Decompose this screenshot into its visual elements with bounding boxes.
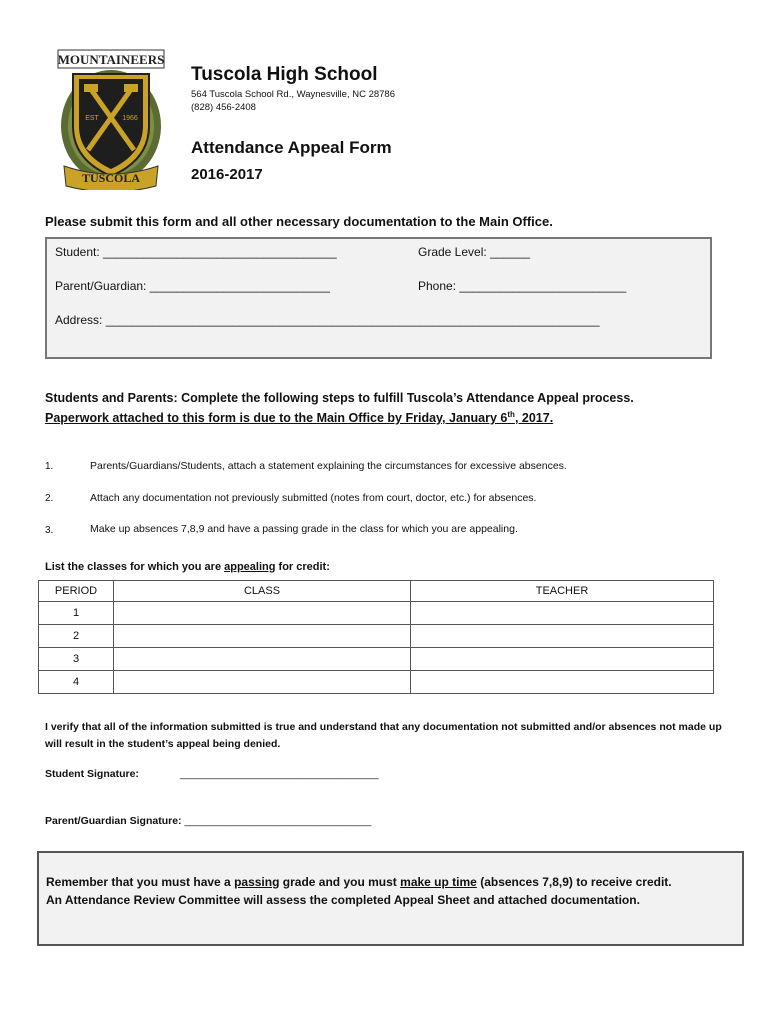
submit-instruction: Please submit this form and all other necessary documentation to the Main Office. [45, 214, 553, 229]
phone-label: Phone: [418, 279, 457, 293]
form-year: 2016-2017 [191, 166, 263, 183]
classes-list-label [45, 561, 330, 573]
classes-label-suffix: for credit: [278, 561, 330, 573]
class-cell[interactable] [114, 625, 411, 648]
verification-statement: I verify that all of the information submitted is true and understand that any documentation not submitted and/or absences not made up will result in the student’s appeal being denied. [45, 721, 722, 750]
reminder-passing: passing [234, 875, 280, 889]
deadline-note [45, 410, 553, 425]
period-header: PERIOD [39, 581, 114, 602]
class-cell[interactable] [114, 602, 411, 625]
step-3-text: Make up absences 7,8,9 and have a passing grade in the class for which you are appealing. [90, 523, 518, 535]
logo-ribbon-text: TUSCOLA [81, 171, 141, 185]
reminder-text-c: grade and you must [282, 875, 397, 889]
class-cell[interactable] [114, 648, 411, 671]
student-label: Student: [55, 245, 100, 259]
period-cell: 1 [39, 602, 114, 625]
step-1-number: 1. [45, 461, 54, 472]
logo-year-text: 1966 [122, 115, 138, 122]
reminder-make-up-time: make up time [400, 875, 477, 889]
table-row [39, 602, 714, 625]
classes-label-prefix: List the classes for which you are [45, 561, 222, 573]
reminder-text-e: (absences 7,8,9) to receive credit. [480, 875, 672, 889]
table-header-row [39, 581, 714, 602]
deadline-suffix: , 2017. [514, 411, 554, 426]
class-cell[interactable] [114, 671, 411, 694]
parent-guardian-field[interactable] [55, 279, 330, 293]
parent-signature-label: Parent/Guardian Signature: [45, 815, 182, 827]
period-cell: 4 [39, 671, 114, 694]
phone-field[interactable] [418, 279, 626, 293]
parent-guardian-label: Parent/Guardian: [55, 279, 147, 293]
step-3-number: 3. [45, 525, 54, 536]
grade-level-line: ______ [490, 245, 531, 259]
teacher-cell[interactable] [411, 625, 714, 648]
teacher-cell[interactable] [411, 648, 714, 671]
grade-level-field[interactable] [418, 245, 530, 259]
address-line: __________________________________________________________________________ [105, 313, 600, 327]
reminder-line-2: An Attendance Review Committee will assess the completed Appeal Sheet and attached documentation. [46, 893, 640, 907]
address-field[interactable] [55, 313, 600, 327]
deadline-sup: th [507, 410, 515, 419]
period-cell: 2 [39, 625, 114, 648]
logo-banner-text: MOUNTAINEERS [57, 52, 165, 67]
student-field[interactable] [55, 245, 337, 259]
table-row [39, 671, 714, 694]
student-signature-label: Student Signature: [45, 768, 139, 780]
grade-level-label: Grade Level: [418, 245, 487, 259]
teacher-cell[interactable] [411, 602, 714, 625]
teacher-cell[interactable] [411, 671, 714, 694]
period-cell: 3 [39, 648, 114, 671]
school-crest-logo [50, 48, 172, 190]
student-signature-line[interactable]: __________________________________ [180, 768, 379, 780]
deadline-prefix: Paperwork attached to this form is due to the Main Office by Friday, January 6 [45, 411, 508, 426]
school-name: Tuscola High School [191, 64, 378, 85]
table-row [39, 648, 714, 671]
parent-signature-line: ________________________________ [184, 815, 372, 827]
table-row [39, 625, 714, 648]
school-address: 564 Tuscola School Rd., Waynesville, NC 28786 [191, 89, 396, 100]
classes-label-underlined: appealing [224, 561, 276, 573]
step-2-text: Attach any documentation not previously submitted (notes from court, doctor, etc.) for absences. [90, 492, 537, 504]
reminder-text-a: Remember that you must have a [46, 875, 231, 889]
student-line: ___________________________________ [103, 245, 337, 259]
logo-est-text: EST [85, 115, 99, 122]
steps-heading: Students and Parents: Complete the following steps to fulfill Tuscola’s Attendance Appeal process. [45, 391, 634, 405]
class-header: CLASS [114, 581, 411, 602]
form-title: Attendance Appeal Form [191, 138, 392, 157]
parent-guardian-line: ___________________________ [149, 279, 330, 293]
classes-table [38, 580, 714, 694]
school-phone: (828) 456-2408 [191, 102, 256, 113]
phone-line: _________________________ [459, 279, 627, 293]
address-label: Address: [55, 313, 103, 327]
teacher-header: TEACHER [411, 581, 714, 602]
step-1-text: Parents/Guardians/Students, attach a statement explaining the circumstances for excessive absences. [90, 460, 567, 472]
reminder-line-1 [46, 875, 672, 889]
parent-signature-field[interactable] [45, 815, 371, 827]
step-2-number: 2. [45, 493, 54, 504]
